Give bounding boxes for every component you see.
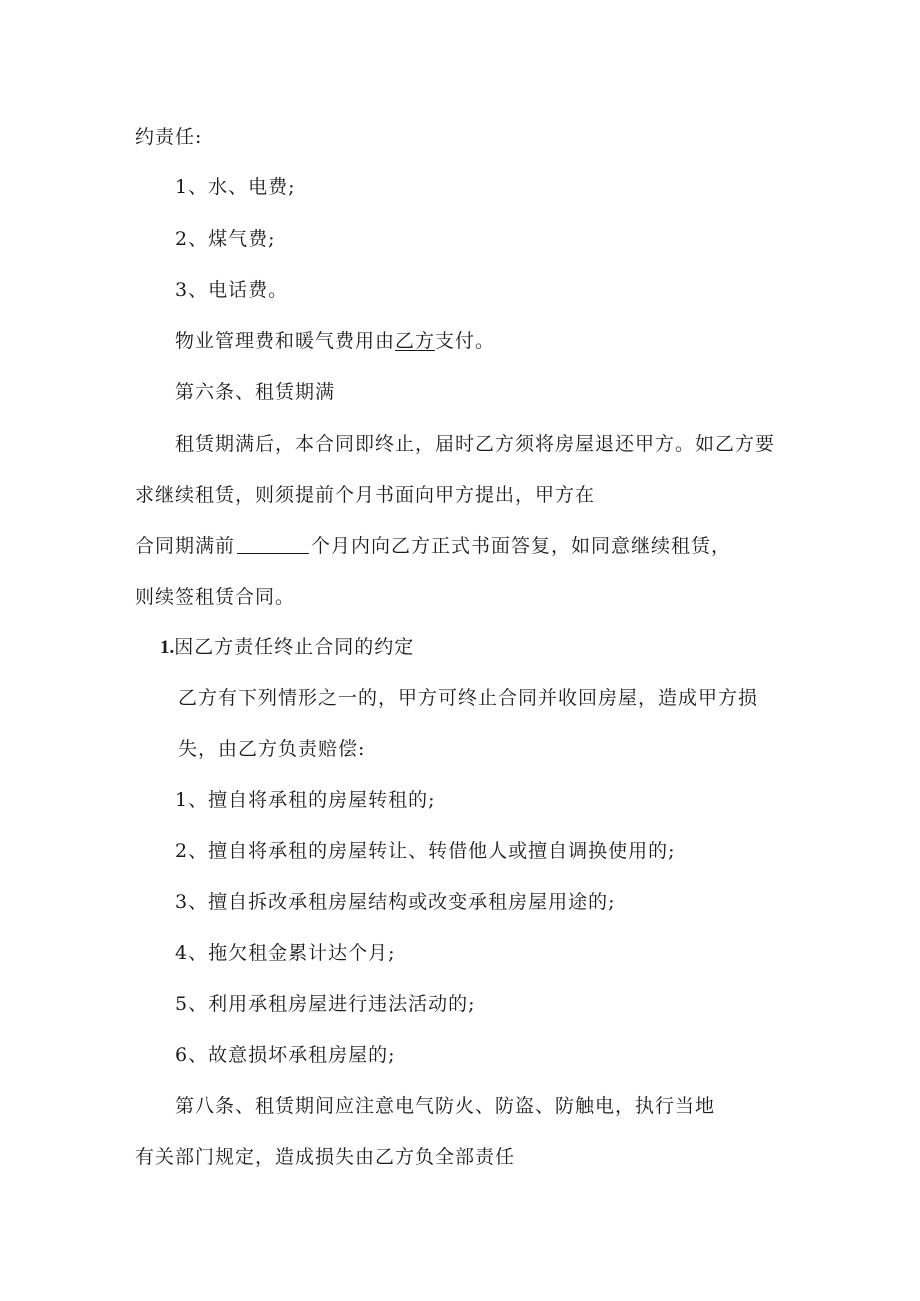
heading-number: 1. [160, 637, 175, 658]
text-line: 求继续租赁，则须提前个月书面向甲方提出，甲方在 [135, 484, 596, 506]
list-item: 2、擅自将承租的房屋转让、转借他人或擅自调换使用的; [175, 840, 676, 862]
fill-in-blank [237, 535, 309, 554]
text-line: 失，由乙方负责赔偿: [178, 738, 366, 760]
list-item: 3、擅自拆改承租房屋结构或改变承租房屋用途的; [175, 891, 616, 913]
text-line: 乙方有下列情形之一的，甲方可终止合同并收回房屋，造成甲方损 [178, 687, 759, 709]
section-heading [160, 635, 414, 660]
text-line: 约责任: [135, 126, 203, 148]
text-line: 有关部门规定，造成损失由乙方负全部责任 [135, 1146, 516, 1168]
list-item: 6、故意损坏承租房屋的; [175, 1044, 396, 1066]
heading-text: 因乙方责任终止合同的约定 [174, 636, 415, 658]
list-item: 1、水、电费; [175, 176, 296, 198]
list-item: 4、拖欠租金累计达个月; [175, 942, 396, 964]
list-item: 1、擅自将承租的房屋转租的; [175, 789, 436, 811]
list-item: 2、煤气费; [175, 228, 276, 250]
section-heading: 第六条、租赁期满 [175, 381, 336, 403]
list-item: 3、电话费。 [175, 279, 289, 301]
list-item: 5、利用承租房屋进行违法活动的; [175, 993, 476, 1015]
text-segment: 物业管理费和暖气费用由 [175, 330, 396, 352]
section-heading: 第八条、租赁期间应注意电气防火、防盗、防触电，执行当地 [175, 1095, 716, 1117]
text-line: 则续签租赁合同。 [135, 586, 296, 608]
text-line [135, 534, 731, 558]
text-segment: 个月内向乙方正式书面答复，如同意继续租赁， [311, 535, 732, 557]
text-line: 租赁期满后，本合同即终止，届时乙方须将房屋退还甲方。如乙方要 [175, 433, 776, 455]
text-segment: 支付。 [435, 330, 496, 352]
text-segment: 合同期满前 [135, 535, 236, 557]
text-line [175, 329, 495, 353]
underlined-party: 乙方 [395, 330, 436, 352]
